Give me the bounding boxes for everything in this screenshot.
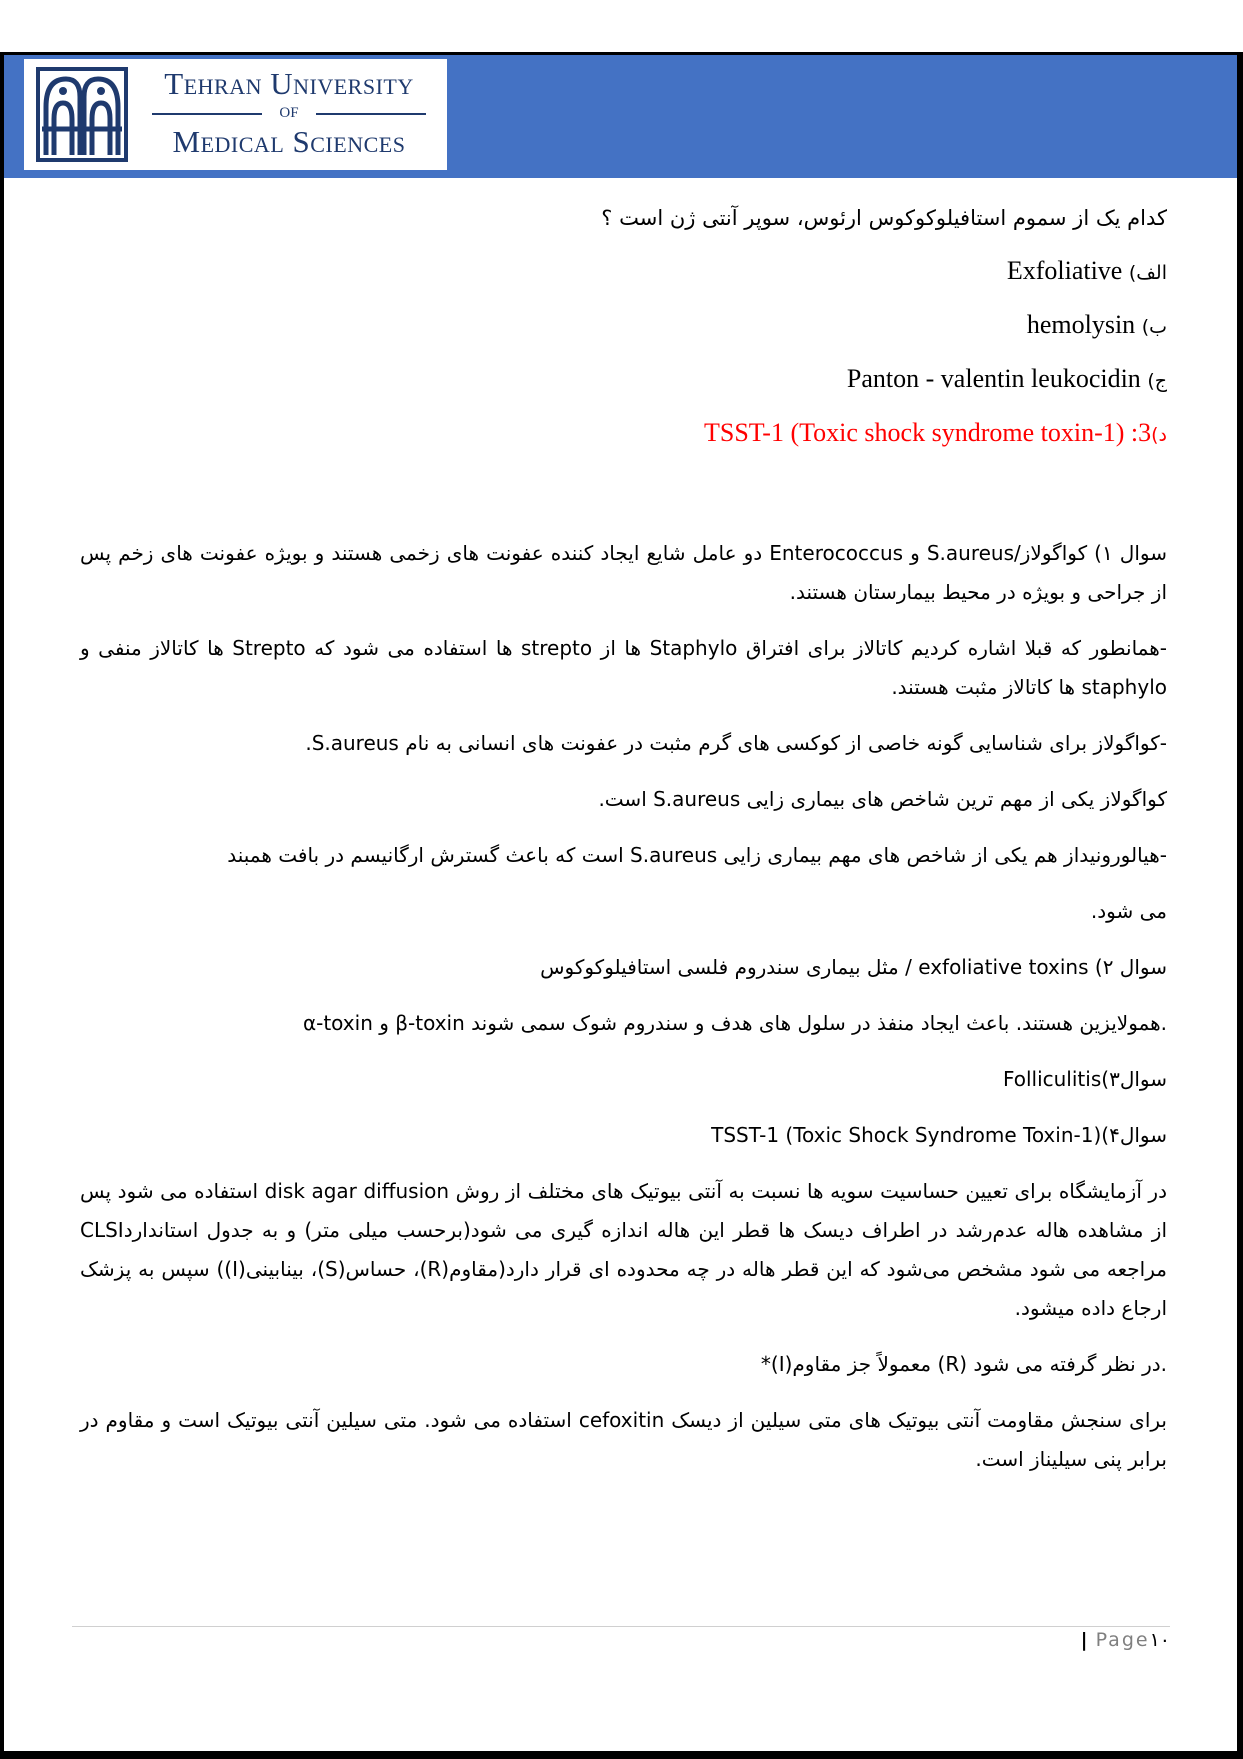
page-border-right (1237, 52, 1243, 1759)
footer-bar: | (1080, 1629, 1088, 1651)
university-emblem-icon (36, 67, 128, 162)
option-c (80, 361, 1167, 399)
university-logo (24, 59, 447, 170)
paragraph: -همانطور که قبلا اشاره کردیم کاتالاز برای افتراق Staphylo ها از strepto ها استفاده می شود که Strepto ها کاتالاز منفی و staphylo ها کاتالاز مثبت هستند. (80, 636, 1167, 699)
option-a (80, 253, 1167, 291)
option-text: hemolysin (1026, 310, 1136, 339)
option-label: ب) (1141, 316, 1167, 338)
paragraph: -کواگولاز برای شناسایی گونه خاصی از کوکسی های گرم مثبت در عفونت های انسانی به نام S.aureus. (305, 731, 1167, 755)
paragraph: می شود. (1090, 899, 1167, 923)
paragraph: α-toxin و β-toxin همولایزین هستند. باعث ایجاد منفذ در سلول های هدف و سندروم شوک سمی شوند. (302, 1011, 1167, 1035)
option-label: د) (1151, 424, 1167, 446)
paragraph: سوال ۲) exfoliative toxins / مثل بیماری سندروم فلسی استافیلوکوکوس (540, 955, 1167, 979)
option-label: الف) (1128, 262, 1167, 284)
page-number (1058, 1627, 1170, 1653)
paragraph: کواگولاز یکی از مهم ترین شاخص های بیماری زایی S.aureus است. (598, 787, 1167, 811)
answer-notes (80, 534, 1167, 1496)
page-border-bottom (0, 1751, 1243, 1759)
option-text: 3: TSST-1 (Toxic shock syndrome toxin-1) (703, 418, 1152, 447)
logo-wordmark (134, 67, 444, 159)
question-block (80, 200, 1167, 469)
page-number-value: ۱۰ (1149, 1629, 1170, 1651)
logo-line-1: Tehran University (164, 66, 414, 101)
question-text: کدام یک از سموم استافیلوکوکوس ارئوس، سوپر آنتی ژن است ؟ (601, 206, 1167, 230)
page-border-left (0, 52, 4, 1759)
option-text: Panton - valentin leukocidin (846, 364, 1141, 393)
option-label: ج) (1147, 370, 1167, 392)
option-text: Exfoliative (1006, 256, 1123, 285)
footer-rule (72, 1626, 1170, 1627)
paragraph: *(I)معمولاً جز مقاوم (R) در نظر گرفته می شود. (760, 1352, 1167, 1376)
logo-line-2: Medical Sciences (172, 124, 406, 159)
option-d-answer (80, 415, 1167, 453)
paragraph: در آزمایشگاه برای تعیین حساسیت سویه ها نسبت به آنتی بیوتیک های مختلف از روش disk agar diffusion استفاده می شود پس از مشاهده هاله عدم‌رشد در اطراف دیسک ها قطر این هاله اندازه گیری می شود(برحسب میلی متر) و به جدول استانداردCLSI مراجعه می شود مشخص می‌شود که این قطر هاله در چه محدوده ای قرار دارد(مقاوم(R)، حساس(S)، بینابینی(I)) سپس به پزشک ارجاع داده میشود. (80, 1179, 1167, 1320)
page-label: Page (1095, 1629, 1150, 1651)
paragraph: سوال۴)TSST-1 (Toxic Shock Syndrome Toxin-1) (711, 1123, 1167, 1147)
paragraph: -هیالورونیداز هم یکی از شاخص های مهم بیماری زایی S.aureus است که باعث گسترش ارگانیسم در بافت همبند (227, 843, 1167, 867)
paragraph: سوال ۱) کواگولاز/S.aureus و Enterococcus دو عامل شایع ایجاد کننده عفونت های زخمی هستند و بویژه عفونت های زخم پس از جراحی و بویژه در محیط بیمارستان هستند. (80, 541, 1167, 604)
logo-of: OF (134, 101, 444, 125)
option-b (80, 307, 1167, 345)
paragraph: برای سنجش مقاومت آنتی بیوتیک های متی سیلین از دیسک cefoxitin استفاده می شود. متی سیلین آنتی بیوتیک است و مقاوم در برابر پنی سیلیناز است. (80, 1408, 1167, 1471)
paragraph: سوال۳)Folliculitis (1002, 1067, 1167, 1091)
